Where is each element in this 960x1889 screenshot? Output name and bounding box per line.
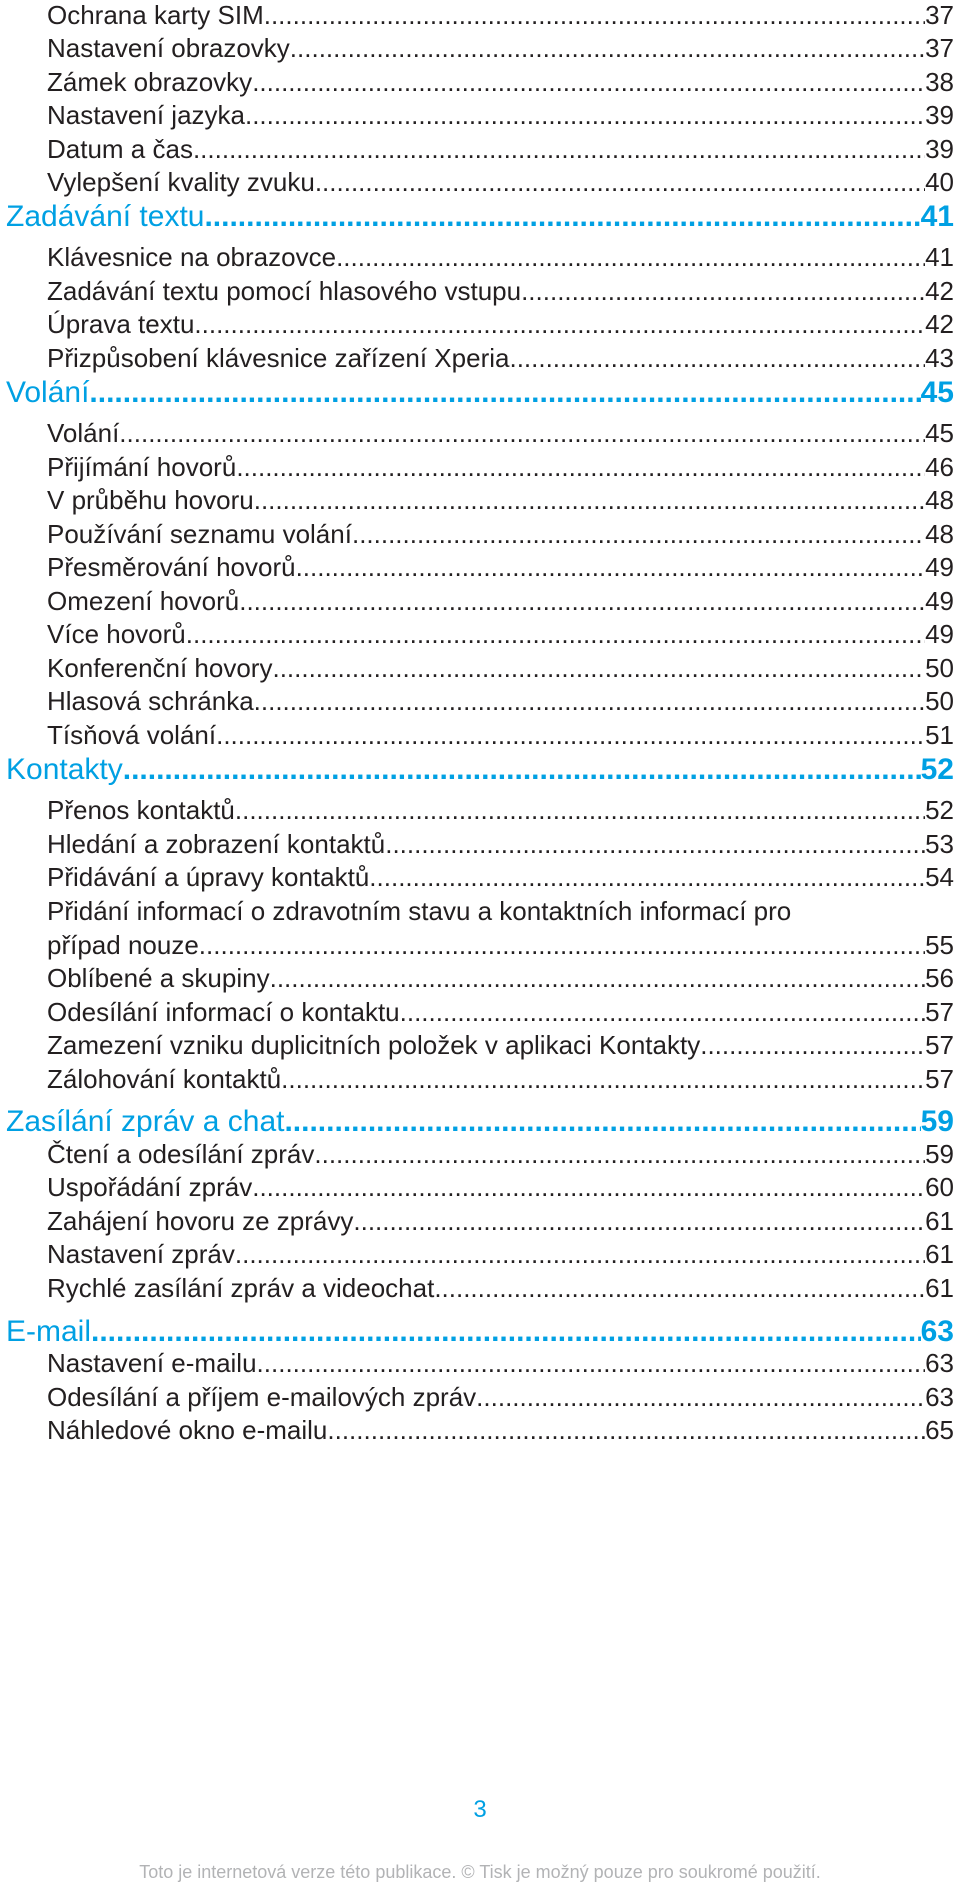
toc-entry-label: Omezení hovorů [47,586,240,616]
toc-entry[interactable] [47,997,954,1028]
toc-page-number: 61 [925,1206,954,1236]
toc-chapter[interactable] [6,753,954,787]
toc-page-number: 59 [925,1139,954,1169]
toc-page-number: 61 [925,1239,954,1269]
toc-entry[interactable] [47,485,954,516]
dot-leader [186,619,925,650]
toc-entry-label: Oblíbené a skupiny [47,963,270,993]
toc-entry-label: Hlasová schránka [47,686,254,716]
toc-page-number: 48 [925,519,954,549]
toc-page-number: 55 [925,930,954,960]
toc-entry-label: Vylepšení kvality zvuku [47,167,315,197]
toc-entry-label: Odesílání a příjem e-mailových zpráv [47,1382,477,1412]
dot-leader [270,963,925,994]
dot-leader [296,552,926,583]
toc-chapter-title: Volání [6,376,90,409]
toc-page-number: 65 [925,1415,954,1445]
toc-page-number: 45 [920,376,954,409]
toc-chapter-title: Zadávání textu [6,200,205,233]
dot-leader [264,0,925,31]
toc-page-number: 42 [925,309,954,339]
toc-entry[interactable] [47,100,954,131]
toc-page-number: 51 [925,720,954,750]
toc-entry[interactable] [47,1382,954,1413]
toc-entry-label: případ nouze [47,930,199,960]
toc-entry-label: Náhledové okno e-mailu [47,1415,328,1445]
dot-leader [123,753,921,787]
dot-leader [521,276,925,307]
toc-entry-label: Zamezení vzniku duplicitních položek v aplikaci Kontakty [47,1030,701,1060]
dot-leader [89,376,920,410]
dot-leader [352,519,925,550]
toc-page-number: 57 [925,1064,954,1094]
toc-entry-label: Konferenční hovory [47,653,273,683]
dot-leader [193,134,925,165]
toc-entry[interactable] [47,862,954,893]
toc-entry-first-line [47,896,954,927]
dot-leader [216,720,925,751]
toc-entry-label: Čtení a odesílání zpráv [47,1139,315,1169]
toc-entry[interactable] [47,418,954,449]
toc-page-number: 63 [925,1382,954,1412]
toc-entry-label: Více hovorů [47,619,186,649]
toc-entry-label: Klávesnice na obrazovce [47,242,337,272]
toc-entry-label: Přidání informací o zdravotním stavu a kontaktních informací pro [47,896,792,926]
footer-note: Toto je internetová verze této publikace. © Tisk je možný pouze pro soukromé použití. [139,1862,821,1882]
toc-entry[interactable] [47,134,954,165]
toc-entry-label: Používání seznamu volání [47,519,352,549]
toc-entry-label: Přijímání hovorů [47,452,237,482]
toc-entry-label: Nastavení e-mailu [47,1348,257,1378]
toc-entry[interactable] [47,619,954,650]
toc-entry[interactable] [47,829,954,860]
toc-page-number: 39 [925,100,954,130]
toc-entry[interactable] [47,276,954,307]
toc-page-number: 41 [920,200,954,233]
toc-entry[interactable] [47,1172,954,1203]
toc-chapter-title: Zasílání zpráv a chat [6,1105,285,1138]
dot-leader [252,67,925,98]
toc-page-number: 53 [925,829,954,859]
toc-page-number: 49 [925,619,954,649]
toc-page-number: 63 [920,1315,954,1348]
toc-entry[interactable] [47,309,954,340]
toc-page-number: 61 [925,1273,954,1303]
toc-page-number: 52 [920,753,954,786]
dot-leader [239,586,925,617]
toc-entry[interactable] [47,452,954,483]
toc-entry-label: Přidávání a úpravy kontaktů [47,862,370,892]
dot-leader [385,829,925,860]
dot-leader [284,1105,920,1139]
dot-leader [257,1348,926,1379]
toc-page-number: 49 [925,586,954,616]
toc-chapter-title: Kontakty [6,753,123,786]
dot-leader [245,100,925,131]
dot-leader [204,200,920,234]
toc-chapter[interactable] [6,376,954,410]
toc-page-number: 39 [925,134,954,164]
toc-page-number: 37 [925,33,954,63]
toc-entry[interactable] [47,1064,954,1095]
toc-entry[interactable] [47,1273,954,1304]
toc-entry-label: Přizpůsobení klávesnice zařízení Xperia [47,343,510,373]
dot-leader [91,1315,921,1349]
dot-leader [509,343,925,374]
toc-entry-label: Přesměrování hovorů [47,552,296,582]
toc-entry[interactable] [47,1415,954,1446]
dot-leader [119,418,925,449]
toc-entry-label: Hledání a zobrazení kontaktů [47,829,386,859]
toc-page-number: 48 [925,485,954,515]
toc-page-number: 37 [925,0,954,30]
toc-chapter[interactable] [6,200,954,234]
toc-entry-label: Ochrana karty SIM [47,0,264,30]
toc-entry[interactable] [47,586,954,617]
dot-leader [194,309,925,340]
toc-page-number: 50 [925,686,954,716]
toc-entry[interactable] [47,167,954,198]
toc-page-number: 50 [925,653,954,683]
dot-leader [434,1273,925,1304]
toc-entry[interactable] [47,963,954,994]
toc-entry[interactable] [47,653,954,684]
toc-entry[interactable] [47,343,954,374]
dot-leader [236,452,925,483]
toc-entry[interactable] [47,67,954,98]
toc-entry-label: Uspořádání zpráv [47,1172,253,1202]
dot-leader [327,1415,925,1446]
toc-page-number: 63 [925,1348,954,1378]
toc-entry-label: Přenos kontaktů [47,795,235,825]
toc-chapter[interactable] [6,1315,954,1349]
dot-leader [314,1139,925,1170]
dot-leader [476,1382,925,1413]
toc-page-number: 54 [925,862,954,892]
dot-leader [281,1064,925,1095]
toc-chapter-title: E-mail [6,1315,92,1348]
toc-page-number: 41 [925,242,954,272]
toc-entry-label: Tísňová volání [47,720,217,750]
toc-entry[interactable] [47,552,954,583]
dot-leader [336,242,925,273]
toc-entry[interactable] [47,1206,954,1237]
toc-page-number: 57 [925,997,954,1027]
dot-leader [315,167,925,198]
toc-entry[interactable] [47,33,954,64]
dot-leader [353,1206,925,1237]
toc-entry[interactable] [47,242,954,273]
dot-leader [700,1030,925,1061]
toc-page-number: 46 [925,452,954,482]
toc-page-number: 40 [925,167,954,197]
dot-leader [254,485,925,516]
toc-entry-label: Úprava textu [47,309,195,339]
toc-entry-label: Datum a čas [47,134,193,164]
toc-entry-label: Zadávání textu pomocí hlasového vstupu [47,276,522,306]
toc-entry[interactable] [47,1139,954,1170]
toc-entry-label: Nastavení zpráv [47,1239,235,1269]
toc-entry[interactable] [47,795,954,826]
toc-entry-label: V průběhu hovoru [47,485,254,515]
toc-entry[interactable] [47,1030,954,1061]
dot-leader [252,1172,925,1203]
toc-entry[interactable] [47,0,954,31]
toc-page-number: 56 [925,963,954,993]
dot-leader [400,997,925,1028]
toc-page-number: 59 [920,1105,954,1138]
dot-leader [235,1239,925,1270]
toc-entry-label: Zahájení hovoru ze zprávy [47,1206,354,1236]
toc-chapter[interactable] [6,1105,954,1139]
toc-page-number: 57 [925,1030,954,1060]
dot-leader [235,795,925,826]
toc-entry[interactable] [47,686,954,717]
toc-entry-label: Zámek obrazovky [47,67,253,97]
toc-entry-label: Nastavení jazyka [47,100,245,130]
toc-page-number: 45 [925,418,954,448]
dot-leader [199,930,925,961]
toc-entry[interactable] [47,1239,954,1270]
toc-entry-label: Zálohování kontaktů [47,1064,282,1094]
toc-page-number: 60 [925,1172,954,1202]
toc-entry[interactable] [47,1348,954,1379]
toc-entry-label: Volání [47,418,120,448]
toc-entry[interactable] [47,519,954,550]
toc-entry-label: Rychlé zasílání zpráv a videochat [47,1273,435,1303]
dot-leader [369,862,925,893]
toc-page-number: 43 [925,343,954,373]
toc-page-number: 49 [925,552,954,582]
toc-entry[interactable] [47,930,954,961]
toc-page-number: 42 [925,276,954,306]
dot-leader [272,653,925,684]
dot-leader [254,686,925,717]
toc-page-number: 38 [925,67,954,97]
dot-leader [290,33,925,64]
page-number: 3 [473,1796,487,1823]
toc-entry[interactable] [47,720,954,751]
toc-entry-label: Odesílání informací o kontaktu [47,997,400,1027]
toc-entry-label: Nastavení obrazovky [47,33,290,63]
toc-page-number: 52 [925,795,954,825]
